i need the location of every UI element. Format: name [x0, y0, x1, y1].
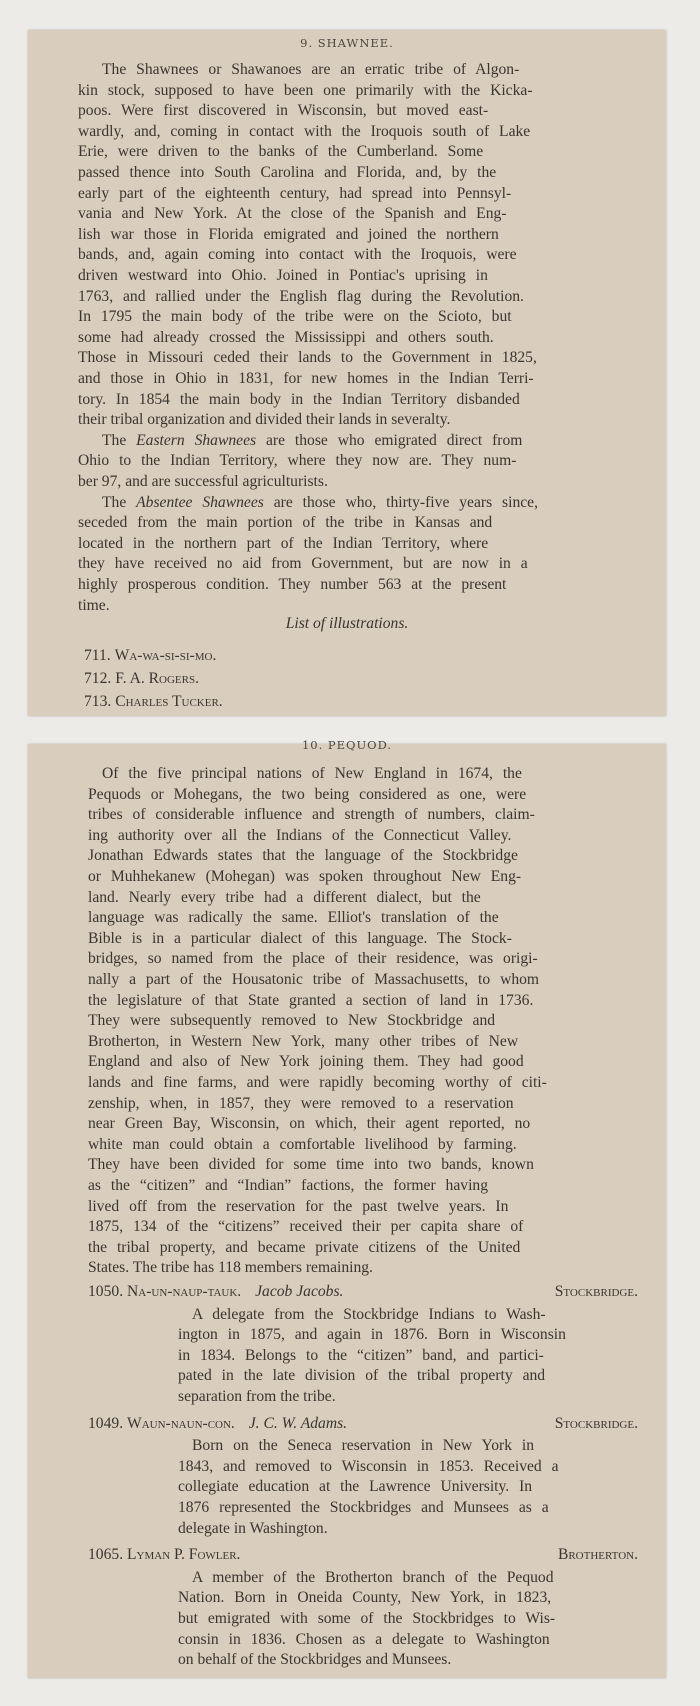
body-text-line: land. Nearly every tribe had a different dialect, but the [88, 888, 481, 906]
eastern-shawnees-label: Eastern Shawnees [136, 431, 257, 449]
body-text-line: They were subsequently removed to New Stockbridge and [88, 1012, 496, 1030]
text: The [102, 431, 137, 449]
illustration-name: Wa-wa-si-si-mo. [114, 647, 217, 665]
body-text-line: white man could obtain a comfortable livelihood by farming. [88, 1135, 517, 1153]
illustration-name: Charles Tucker. [115, 693, 223, 711]
illustration-item [84, 646, 216, 666]
body-text-line: lish war those in Florida emigrated and joined the northern [78, 225, 499, 243]
entry-text-line: collegiate education at the Lawrence University. In [178, 1478, 533, 1496]
entry-number: 1050. [88, 1283, 124, 1300]
absentee-shawnees-label: Absentee Shawnees [136, 493, 264, 511]
illustration-item [84, 692, 223, 712]
entry-text-line: A member of the Brotherton branch of the Pequod [192, 1568, 554, 1586]
body-text-line: as the “citizen” and “Indian” factions, the former having [88, 1177, 489, 1194]
text: are those who, thirty-five years since, [263, 493, 538, 511]
body-text-line: they have received no aid from Government, but are now in a [78, 555, 528, 573]
body-text-line: ing authority over all the Indians of the Connecticut Valley. [88, 826, 512, 844]
body-text-line: zenship, when, in 1857, they were removed to a reservation [88, 1094, 514, 1112]
entry-text-line: Born on the Seneca reservation in New York in [192, 1437, 535, 1455]
body-text-line: Of the five principal nations of New England in 1674, the [102, 765, 522, 782]
entry-text-line: A delegate from the Stockbridge Indians to Wash- [192, 1305, 546, 1323]
illustration-number: 711. [84, 647, 111, 665]
body-text-line: language was radically the same. Elliot's translation of the [88, 909, 499, 927]
entry-text-line: Nation. Born in Oneida County, New York, in 1823, [178, 1589, 552, 1607]
clipping-pequod [28, 738, 666, 1678]
entry-band: Stockbridge. [554, 1283, 638, 1300]
entry-header [88, 1545, 638, 1565]
body-text-line: 1875, 134 of the “citizens” received their per capita share of [88, 1218, 524, 1236]
entry-band: Stockbridge. [554, 1414, 638, 1432]
entry-english-name: Jacob Jacobs. [255, 1283, 344, 1300]
entry-header [88, 1282, 638, 1302]
body-text-line: The Shawnees or Shawanoes are an erratic tribe of Algon- [102, 61, 520, 78]
body-text-line: seceded from the main portion of the tribe in Kansas and [78, 514, 493, 532]
body-text-line: driven westward into Ohio. Joined in Pontiac's uprising in [78, 267, 488, 284]
body-text-line: wardly, and, coming in contact with the Iroquois south of Lake [78, 122, 531, 140]
clipping-shawnee [28, 30, 666, 716]
body-text-line: Erie, were driven to the banks of the Cumberland. Some [78, 143, 484, 161]
body-text-line: some had already crossed the Mississippi and others south. [78, 328, 494, 346]
body-text-line: the tribal property, and became private citizens of the United [88, 1238, 521, 1256]
body-text-line: In 1795 the main body of the tribe were on the Scioto, but [78, 308, 512, 326]
entry-text-line: in 1834. Belongs to the “citizen” band, and partici- [178, 1346, 544, 1364]
body-text-line: Ohio to the Indian Territory, where they now are. They num- [78, 452, 517, 470]
absentee-shawnees-paragraph [102, 493, 538, 513]
text: The [102, 493, 137, 511]
body-text-line: They have been divided for some time into two bands, known [88, 1156, 534, 1174]
body-text-line: Pequods or Mohegans, the two being considered as one, were [88, 785, 527, 803]
body-text-line: States. The tribe has 118 members remaining. [88, 1259, 373, 1277]
entry-text-line: ington in 1875, and again in 1876. Born in Wisconsin [178, 1326, 566, 1344]
entry-number: 1049. [88, 1414, 124, 1432]
section-heading-pequod: 10. PEQUOD. [301, 738, 393, 752]
entry-text-line: on behalf of the Stockbridges and Munsees. [178, 1651, 452, 1669]
entry-text-line: but emigrated with some of the Stockbridges to Wis- [178, 1610, 556, 1627]
entry-text-line: consin in 1836. Chosen as a delegate to Washington [178, 1630, 550, 1648]
entry-name: Lyman P. Fowler. [127, 1546, 241, 1564]
body-text-line: poos. Were first discovered in Wisconsin, but moved east- [78, 102, 489, 120]
body-text-line: tribes of considerable influence and strength of numbers, claim- [88, 806, 535, 824]
body-text-line: lands and fine farms, and were rapidly becoming worthy of citi- [88, 1074, 547, 1091]
entry-english-name: J. C. W. Adams. [248, 1414, 348, 1432]
body-text-line: vania and New York. At the close of the Spanish and Eng- [78, 205, 507, 223]
illustration-name: F. A. Rogers. [115, 670, 199, 688]
body-text-line: ber 97, and are successful agriculturists. [78, 473, 328, 490]
body-text-line: England and also of New York joining them. They had good [88, 1053, 524, 1071]
body-text-line: Brotherton, in Western New York, many other tribes of New [88, 1032, 519, 1050]
body-text-line: Bible is in a particular dialect of this language. The Stock- [88, 929, 512, 947]
entry-number: 1065. [88, 1546, 124, 1564]
body-text-line: Those in Missouri ceded their lands to the Government in 1825, [78, 349, 537, 367]
eastern-shawnees-paragraph [102, 431, 522, 451]
list-of-illustrations-title: List of illustrations. [285, 615, 409, 633]
illustration-item [84, 669, 199, 689]
body-text-line: bridges, so named from the place of their residence, was origi- [88, 950, 538, 968]
body-text-line: lived off from the reservation for the past twelve years. In [88, 1197, 509, 1215]
illustration-number: 712. [84, 670, 112, 688]
body-text-line: their tribal organization and divided their lands in severalty. [78, 411, 451, 429]
entry-name: Waun-naun-con. [127, 1414, 235, 1432]
body-text-line: nally a part of the Housatonic tribe of Massachusetts, to whom [88, 971, 540, 988]
body-text-line: tory. In 1854 the main body in the Indian Territory disbanded [78, 390, 520, 408]
body-text-line: and those in Ohio in 1831, for new homes in the Indian Terri- [78, 370, 534, 387]
body-text-line: time. [78, 596, 110, 614]
body-text-line: located in the northern part of the Indian Territory, where [78, 534, 489, 552]
body-text-line: early part of the eighteenth century, had spread into Pennsyl- [78, 184, 512, 202]
entry-name: Na-un-naup-tauk. [127, 1283, 242, 1300]
body-text-line: 1763, and rallied under the English flag during the Revolution. [78, 287, 524, 305]
body-text-line: near Green Bay, Wisconsin, on which, their agent reported, no [88, 1115, 531, 1133]
entry-text-line: separation from the tribe. [178, 1388, 336, 1405]
entry-header [88, 1414, 638, 1434]
body-text-line: kin stock, supposed to have been one primarily with the Kicka- [78, 81, 533, 99]
entry-text-line: 1843, and removed to Wisconsin in 1853. Received a [178, 1457, 559, 1475]
entry-text-line: pated in the late division of the tribal property and [178, 1367, 546, 1385]
body-text-line: highly prosperous condition. They number 563 at the present [78, 576, 507, 593]
body-text-line: Jonathan Edwards states that the language of the Stockbridge [88, 847, 518, 865]
section-heading-shawnee: 9. SHAWNEE. [300, 36, 394, 50]
illustration-number: 713. [84, 693, 112, 711]
body-text-line: the legislature of that State granted a section of land in 1736. [88, 991, 534, 1009]
text: are those who emigrated direct from [256, 431, 523, 449]
body-text-line: or Muhhekanew (Mohegan) was spoken throughout New Eng- [88, 868, 522, 885]
entry-text-line: 1876 represented the Stockbridges and Munsees as a [178, 1499, 549, 1516]
entry-text-line: delegate in Washington. [178, 1519, 328, 1537]
entry-band: Brotherton. [557, 1546, 638, 1564]
body-text-line: passed thence into South Carolina and Florida, and, by the [78, 164, 497, 181]
body-text-line: bands, and, again coming into contact with the Iroquois, were [78, 246, 517, 264]
